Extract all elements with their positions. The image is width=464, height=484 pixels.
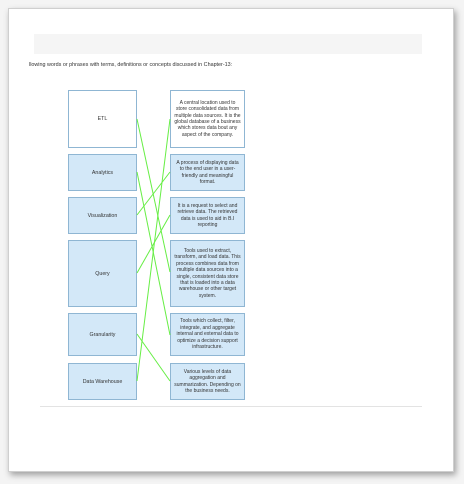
term-label: Query bbox=[95, 270, 110, 277]
definition-text: A central location used to store consolidated data from multiple data sources. It is the global database of a business which stores data bout any aspect of the company. bbox=[174, 99, 241, 138]
term-label: ETL bbox=[97, 116, 108, 122]
connector-query bbox=[137, 215, 170, 273]
question-instruction: llowing words or phrases with terms, definitions or concepts discussed in Chapter-13: bbox=[29, 62, 233, 68]
definition-text: A process of displaying data to the end user in a user-friendly and meaningful format. bbox=[176, 159, 239, 185]
definition-text: Tools used to extract, transform, and load data. This process combines data from multiple data sources into a single, consistent data store that is loaded into a data warehouse or other target system. bbox=[174, 247, 241, 299]
connector-visualization bbox=[137, 172, 170, 215]
definition-text: Various levels of data aggregation and summarization. Depending on the business needs. bbox=[174, 368, 241, 394]
term-label: Data Warehouse bbox=[82, 378, 123, 385]
term-label: Visualization bbox=[87, 212, 118, 219]
definition-text: It is a request to select and retrieve data. The retrieved data is used to aid in B.I reporting bbox=[177, 202, 238, 228]
term-label: Analytics bbox=[91, 169, 114, 176]
bottom-divider bbox=[40, 406, 422, 407]
definition-text: Tools which collect, filter, integrate, and aggregate internal and external data to optimize a decision support infrastructure. bbox=[176, 318, 239, 351]
term-label: Granularity bbox=[89, 331, 116, 338]
